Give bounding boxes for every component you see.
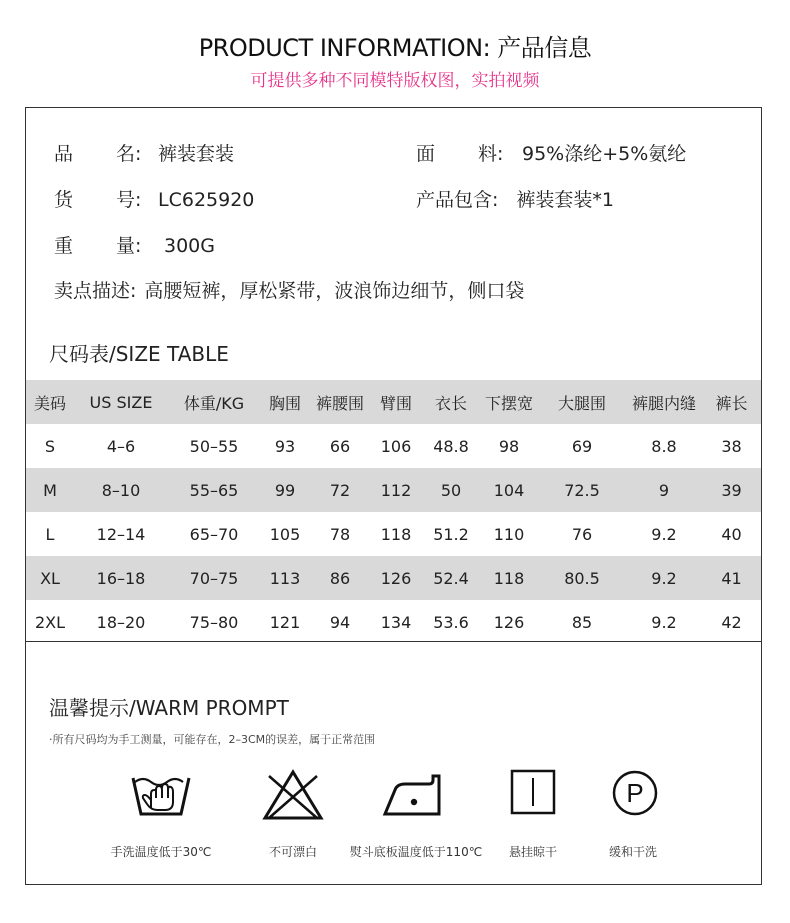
col-header: 裤腿内缝 (626, 380, 702, 424)
size-table-header-row (26, 380, 761, 424)
col-header: 下摆宽 (480, 380, 538, 424)
svg-text:P: P (626, 778, 644, 808)
table-cell: 65–70 (189, 524, 239, 544)
size-table-heading: 尺码表/SIZE TABLE (49, 342, 229, 366)
table-cell: 66 (329, 436, 351, 456)
table-cell: 80.5 (538, 556, 626, 600)
info-weight-label-1: 重 (54, 235, 74, 257)
col-header: 裤长 (702, 380, 761, 424)
table-row (26, 468, 761, 512)
info-fabric-value: 95%涤纶+5%氨纶 (522, 143, 687, 165)
table-cell: 134 (380, 612, 412, 632)
info-contents-row (416, 185, 614, 212)
table-cell: 72 (310, 468, 370, 512)
table-row (26, 600, 761, 644)
info-selling-row (54, 276, 524, 303)
care-label-hand-wash: 手洗温度低于30℃ (110, 845, 212, 859)
table-cell: 70–75 (168, 556, 260, 600)
table-cell: 106 (380, 436, 412, 456)
table-cell: 38 (721, 436, 742, 456)
table-cell: 85 (571, 612, 593, 632)
col-header: 体重/KG (168, 380, 260, 424)
table-cell: 86 (310, 556, 370, 600)
col-header: US SIZE (74, 380, 168, 424)
col-header: 美码 (26, 380, 74, 424)
info-fabric-label-1: 面 (416, 143, 436, 165)
table-cell: 50–55 (189, 436, 239, 456)
info-contents-label: 产品包含: (416, 189, 499, 211)
table-cell: 126 (493, 612, 525, 632)
info-name-row (54, 139, 234, 166)
dry-clean-p-icon (565, 768, 705, 818)
table-cell: 8.8 (651, 436, 677, 456)
col-header: 臂围 (370, 380, 422, 424)
table-cell: 118 (380, 524, 412, 544)
table-cell: 99 (260, 468, 310, 512)
care-label-no-bleach: 不可漂白 (268, 845, 317, 859)
info-selling-value: 高腰短裤，厚松紧带，波浪饰边细节，侧口袋 (144, 280, 525, 302)
table-cell: M (26, 468, 74, 512)
info-name-label-2: 名: (116, 143, 142, 165)
table-cell: 16–18 (74, 556, 168, 600)
table-cell: 126 (370, 556, 422, 600)
table-cell: 72.5 (538, 468, 626, 512)
table-cell: 112 (370, 468, 422, 512)
page-title: PRODUCT INFORMATION: 产品信息 (198, 34, 592, 62)
warm-prompt-note: ·所有尺码均为手工测量，可能存在，2–3CM的误差，属于正常范围 (49, 733, 376, 746)
info-weight-row (54, 231, 215, 258)
table-cell: 39 (702, 468, 761, 512)
info-sku-row (54, 185, 254, 212)
table-cell: S (44, 436, 56, 456)
table-cell: 55–65 (168, 468, 260, 512)
info-sku-label-1: 货 (54, 189, 74, 211)
col-header: 衣长 (422, 380, 480, 424)
table-cell: 53.6 (433, 612, 469, 632)
no-bleach-icon (223, 768, 363, 824)
table-cell: 78 (329, 524, 351, 544)
table-cell: XL (26, 556, 74, 600)
table-cell: 50 (422, 468, 480, 512)
info-contents-value: 裤装套装*1 (516, 189, 614, 211)
table-cell: 9.2 (626, 556, 702, 600)
table-cell: 42 (721, 612, 742, 632)
warm-prompt-heading: 温馨提示/WARM PROMPT (49, 696, 289, 720)
table-cell: 110 (493, 524, 525, 544)
table-cell: 105 (269, 524, 301, 544)
care-label-iron: 熨斗底板温度低于110℃ (349, 845, 483, 859)
table-cell: L (45, 524, 55, 544)
table-cell: 12–14 (96, 524, 146, 544)
table-cell: 51.2 (433, 524, 469, 544)
table-cell: 9.2 (651, 612, 677, 632)
table-cell: 121 (269, 612, 301, 632)
info-name-value: 裤装套装 (158, 143, 235, 165)
table-row (26, 512, 761, 556)
table-cell: 9 (626, 468, 702, 512)
table-row (26, 424, 761, 468)
table-cell: 93 (274, 436, 296, 456)
care-label-dry-clean: 缓和干洗 (608, 845, 657, 859)
info-sku-value: LC625920 (158, 189, 255, 211)
iron-icon (343, 768, 483, 820)
col-header: 裤腰围 (310, 380, 370, 424)
care-label-line-dry: 悬挂晾干 (508, 845, 557, 859)
table-cell: 98 (498, 436, 520, 456)
table-cell: 9.2 (651, 524, 677, 544)
info-weight-value: 300G (164, 235, 215, 257)
info-fabric-row (416, 139, 686, 166)
table-cell: 2XL (34, 612, 66, 632)
table-cell: 76 (571, 524, 593, 544)
info-name-label-1: 品 (54, 143, 74, 165)
table-cell: 52.4 (422, 556, 480, 600)
table-cell: 41 (702, 556, 761, 600)
table-cell: 94 (329, 612, 351, 632)
table-row (26, 556, 761, 600)
page-subtitle: 可提供多种不同模特版权图，实拍视频 (250, 71, 540, 91)
table-cell: 40 (721, 524, 742, 544)
info-sku-label-2: 号: (116, 189, 142, 211)
table-cell: 75–80 (189, 612, 239, 632)
table-cell: 69 (571, 436, 593, 456)
table-cell: 18–20 (96, 612, 146, 632)
info-fabric-label-2: 料: (478, 143, 504, 165)
info-weight-label-2: 量: (116, 235, 142, 257)
col-header: 大腿围 (538, 380, 626, 424)
table-cell: 4–6 (106, 436, 136, 456)
table-cell: 8–10 (74, 468, 168, 512)
size-table (26, 380, 761, 644)
info-selling-label: 卖点描述: (54, 280, 137, 302)
table-cell: 118 (480, 556, 538, 600)
hand-wash-icon (91, 768, 231, 828)
table-cell: 113 (260, 556, 310, 600)
table-cell: 104 (480, 468, 538, 512)
col-header: 胸围 (260, 380, 310, 424)
table-cell: 48.8 (433, 436, 469, 456)
